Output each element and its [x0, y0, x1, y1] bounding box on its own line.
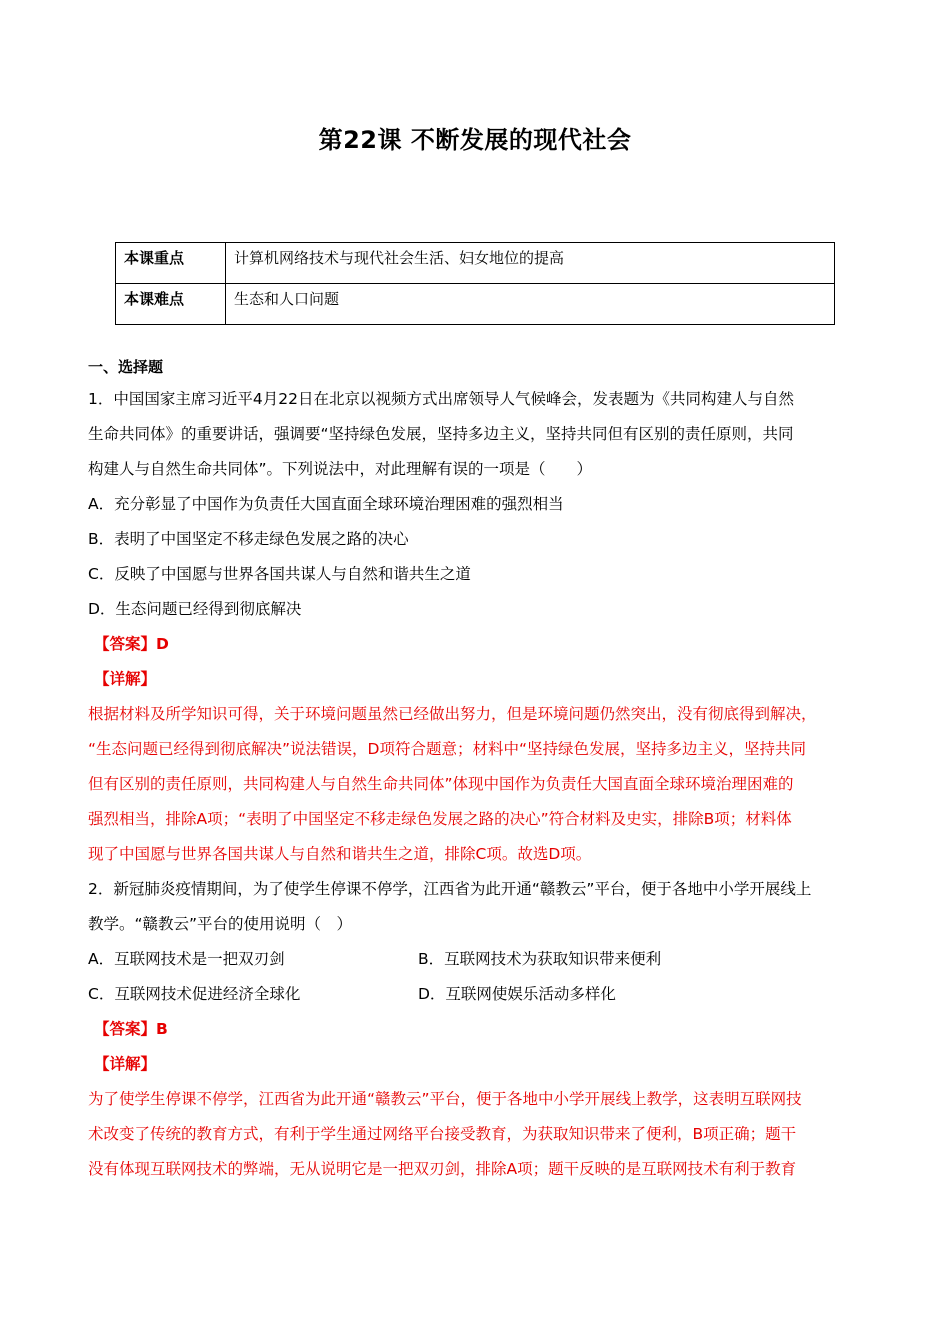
explanation-line: 现了中国愿与世界各国共谋人与自然和谐共生之道，排除C项。故选D项。: [88, 845, 592, 863]
option-c: C．反映了中国愿与世界各国共谋人与自然和谐共生之道: [88, 565, 471, 583]
question-1: [88, 382, 868, 872]
difficulty-label: 本课难点: [116, 284, 226, 325]
page-title: 第22课 不断发展的现代社会: [318, 126, 632, 154]
detail-label: 【详解】: [94, 670, 157, 688]
explanation-line: 为了使学生停课不停学，江西省为此开通“赣教云”平台，便于各地中小学开展线上教学，这表明互联网技: [88, 1090, 802, 1108]
answer-label: 【答案】D: [94, 635, 169, 653]
question-stem-line: 教学。“赣教云”平台的使用说明（ ）: [88, 915, 353, 933]
key-points-table: [115, 242, 835, 325]
option-a: A．充分彰显了中国作为负责任大国直面全球环境治理困难的强烈相当: [88, 495, 564, 513]
option-d: D．生态问题已经得到彻底解决: [88, 600, 302, 618]
section-title: 一、选择题: [88, 358, 164, 376]
explanation-line: 术改变了传统的教育方式，有利于学生通过网络平台接受教育，为获取知识带来了便利，B项正确；题干: [88, 1125, 797, 1143]
question-2: [88, 872, 868, 1187]
option-c: C．互联网技术促进经济全球化: [88, 985, 301, 1003]
table-row: [116, 243, 835, 284]
explanation-line: 强烈相当，排除A项；“表明了中国坚定不移走绿色发展之路的决心”符合材料及史实，排除B项；材料体: [88, 810, 792, 828]
option-a: A．互联网技术是一把双刃剑: [88, 950, 285, 968]
option-d: D．互联网使娱乐活动多样化: [418, 985, 616, 1003]
difficulty-value: 生态和人口问题: [226, 284, 835, 325]
question-stem-line: 生命共同体》的重要讲话，强调要“坚持绿色发展，坚持多边主义，坚持共同但有区别的责任原则，共同: [88, 425, 794, 443]
question-stem-line: 2．新冠肺炎疫情期间，为了使学生停课不停学，江西省为此开通“赣教云”平台，便于各地中小学开展线上: [88, 880, 812, 898]
option-row: [88, 942, 868, 977]
option-b: B．互联网技术为获取知识带来便利: [418, 950, 662, 968]
question-content: [88, 352, 868, 1187]
table-row: [116, 284, 835, 325]
detail-label: 【详解】: [94, 1055, 157, 1073]
answer-label: 【答案】B: [94, 1020, 168, 1038]
option-row: [88, 977, 868, 1012]
key-point-label: 本课重点: [116, 243, 226, 284]
option-b: B．表明了中国坚定不移走绿色发展之路的决心: [88, 530, 409, 548]
explanation-line: 没有体现互联网技术的弊端，无从说明它是一把双刃剑，排除A项；题干反映的是互联网技术有利于教育: [88, 1160, 797, 1178]
explanation-line: 但有区别的责任原则，共同构建人与自然生命共同体”体现中国作为负责任大国直面全球环境治理困难的: [88, 775, 794, 793]
question-stem-line: 构建人与自然生命共同体”。下列说法中，对此理解有误的一项是（ ）: [88, 460, 593, 478]
question-stem-line: 1．中国国家主席习近平4月22日在北京以视频方式出席领导人气候峰会，发表题为《共同构建人与自然: [88, 390, 794, 408]
key-point-value: 计算机网络技术与现代社会生活、妇女地位的提高: [226, 243, 835, 284]
explanation-line: “生态问题已经得到彻底解决”说法错误，D项符合题意；材料中“坚持绿色发展，坚持多边主义，坚持共同: [88, 740, 807, 758]
explanation-line: 根据材料及所学知识可得，关于环境问题虽然已经做出努力，但是环境问题仍然突出，没有彻底得到解决，: [88, 705, 817, 723]
